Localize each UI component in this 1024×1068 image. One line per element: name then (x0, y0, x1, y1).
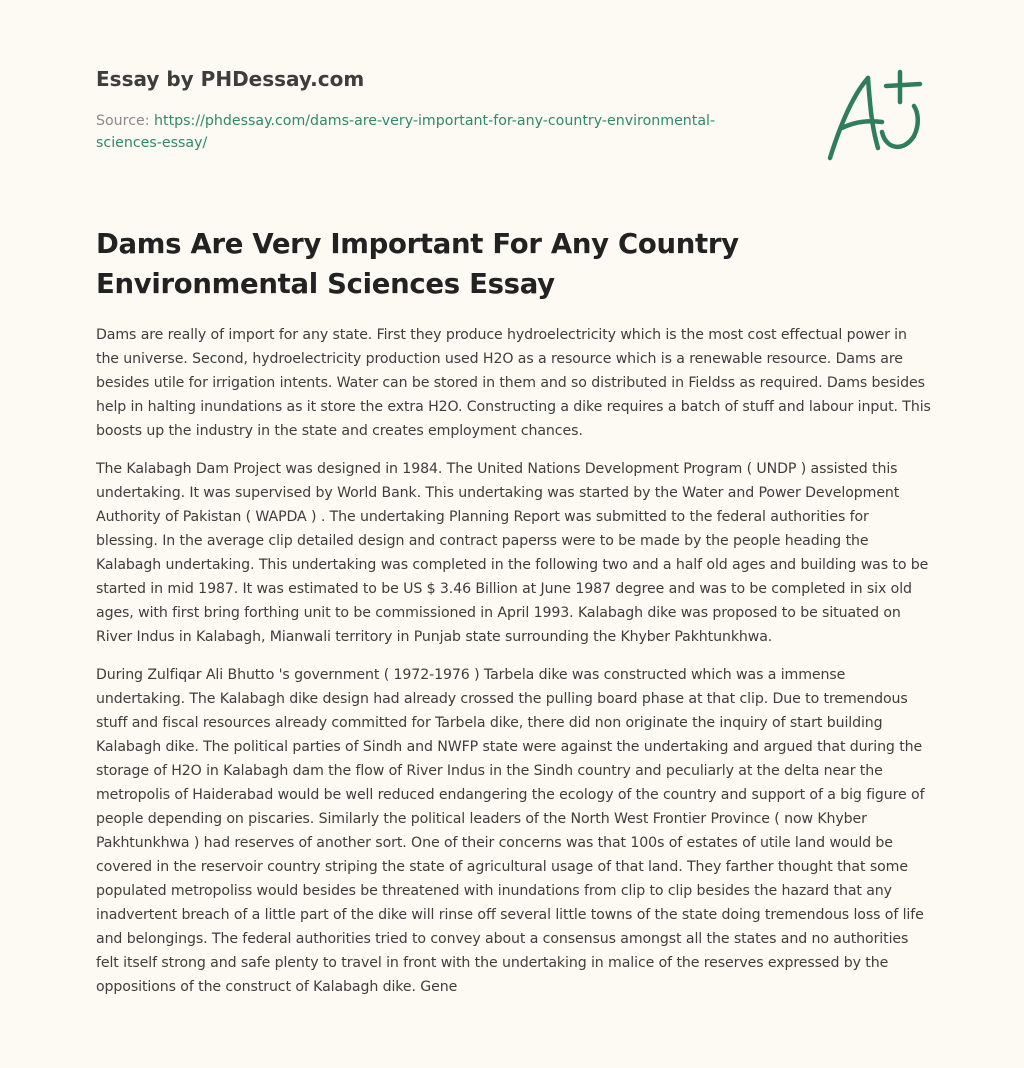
source-label: Source: (96, 113, 155, 129)
paragraph-3: During Zulfiqar Ali Bhutto 's government ( 1972-1976 ) Tarbela dike was constructed which was a immense undertaking. The Kalabagh dike design had already crossed the pulling board phase at that clip. Due to tremendous stuff and fiscal resources already committed for Tarbela dike, there did non originate the inquiry of start building Kalabagh dike. The political parties of Sindh and NWFP state were against the undertaking and argued that during the storage of H2O in Kalabagh dam the flow of River Indus in the Sindh country and peculiarly at the delta near the metropolis of Haiderabad would be well reduced endangering the ecology of the country and support of a big figure of people depending on piscaries. Similarly the political leaders of the North West Frontier Province ( now Khyber Pakhtunkhwa ) had reserves of another sort. One of their concerns was that 100s of estates of utile land would be covered in the reservoir country striping the state of agricultural usage of that land. They farther thought that some populated metropoliss would besides be threatened with inundations from clip to clip besides the hazard that any inadvertent breach of a little part of the dike will rinse off several little towns of the state doing tremendous loss of life and belongings. The federal authorities tried to convey about a consensus amongst all the states and no authorities felt itself strong and safe plenty to travel in front with the undertaking in malice of the reserves expressed by the oppositions of the construct of Kalabagh dike. Gene (96, 667, 925, 995)
a-plus-logo (820, 66, 930, 166)
paragraph-1: Dams are really of import for any state. First they produce hydroelectricity which is the most cost effectual power in the universe. Second, hydroelectricity production used H2O as a resource which is a renewable resource. Dams are besides utile for irrigation intents. Water can be stored in them and so distributed in Fieldss as required. Dams besides help in halting inundations as it store the extra H2O. Constructing a dike requires a batch of stuff and labour input. This boosts up the industry in the state and creates employment chances. (96, 327, 931, 439)
article-title: Dams Are Very Important For Any Country Environmental Sciences Essay (96, 228, 739, 300)
source-line (96, 110, 776, 154)
site-title: Essay by PHDessay.com (96, 67, 365, 91)
paragraph-2: The Kalabagh Dam Project was designed in 1984. The United Nations Development Program ( UNDP ) assisted this undertaking. It was supervised by World Bank. This undertaking was started by the Water and Power Development Authority of Pakistan ( WAPDA ) . The undertaking Planning Report was submitted to the federal authorities for blessing. In the average clip detailed design and contract paperss were to be made by the people heading the Kalabagh undertaking. This undertaking was completed in the following two and a half old ages and building was to be started in mid 1987. It was estimated to be US $ 3.46 Billion at June 1987 degree and was to be completed in six old ages, with first bring forthing unit to be commissioned in April 1993. Kalabagh dike was proposed to be situated on River Indus in Kalabagh, Mianwali territory in Punjab state surrounding the Khyber Pakhtunkhwa. (96, 461, 929, 645)
article-body (96, 323, 934, 1013)
a-plus-logo-icon (820, 66, 930, 166)
source-link[interactable]: https://phdessay.com/dams-are-very-important-for-any-country-environmental-sciences-essay/ (96, 113, 716, 151)
page-header (96, 66, 796, 154)
